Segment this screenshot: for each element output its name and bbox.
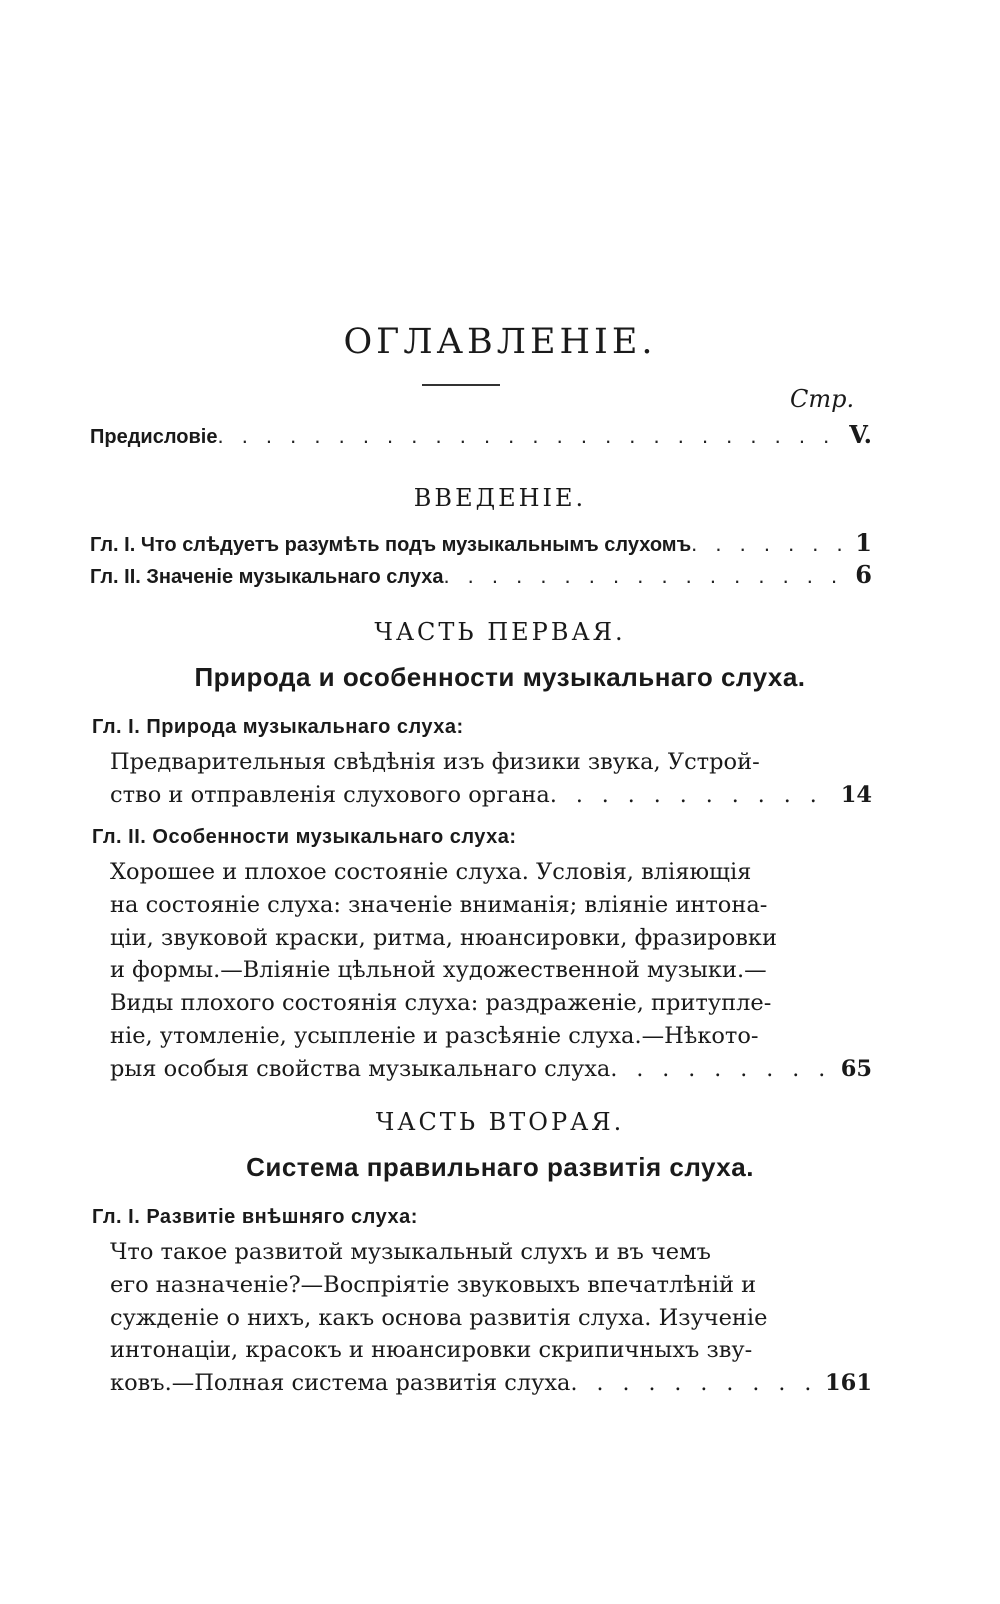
desc-line: интонаціи, красокъ и нюансировки скрипичныхъ зву-	[110, 1337, 753, 1364]
section-heading-intro: ВВЕДЕНІЕ.	[413, 484, 587, 512]
desc-line: ніе, утомленіе, усыпленіе и разсѣяніе слуха.—Нѣкото-	[110, 1022, 759, 1049]
toc-entry-page: V.	[849, 420, 872, 449]
desc-line: Виды плохого состоянія слуха: раздраженіе, притупле-	[110, 990, 772, 1017]
toc-entry-intro-ch2[interactable]	[90, 560, 872, 589]
toc-entry-intro-ch1[interactable]	[90, 528, 872, 557]
toc-entry-part2-ch1[interactable]: Гл. I. Развитіе внѣшняго слуха:	[92, 1206, 418, 1228]
leader-dots	[691, 531, 847, 557]
desc-line: сужденіе о нихъ, какъ основа развитія слуха. Изученіе	[110, 1304, 768, 1331]
desc-line: на состояніе слуха: значеніе вниманія; вліяніе интона-	[110, 891, 768, 918]
page-title: ОГЛАВЛЕНІЕ.	[343, 322, 657, 362]
toc-entry-preface[interactable]	[90, 420, 872, 449]
toc-entry-page: 1	[855, 528, 872, 557]
part1-ch2-description	[110, 856, 872, 1087]
leader-dots	[550, 779, 833, 813]
desc-last-line	[110, 779, 872, 813]
toc-entry-page: 161	[825, 1370, 872, 1397]
section-heading-part2: ЧАСТЬ ВТОРАЯ.	[375, 1108, 625, 1136]
desc-line: ство и отправленія слухового органа	[110, 781, 550, 808]
desc-line: ковъ.—Полная система развитія слуха	[110, 1370, 571, 1397]
toc-entry-page: 6	[855, 560, 872, 589]
part2-ch1-description	[110, 1236, 872, 1401]
part2-title: Система правильнаго развитія слуха.	[246, 1152, 754, 1182]
leader-dots	[610, 1053, 832, 1087]
section-heading-part1: ЧАСТЬ ПЕРВАЯ.	[374, 618, 626, 646]
toc-entry-label: Гл. I. Что слѣдуетъ разумѣть подъ музыкальнымъ слухомъ	[90, 534, 692, 556]
leader-dots	[443, 563, 847, 589]
desc-last-line	[110, 1053, 872, 1087]
desc-line: ціи, звуковой краски, ритма, нюансировки, фразировки	[110, 924, 777, 951]
toc-entry-part1-ch2[interactable]: Гл. II. Особенности музыкальнаго слуха:	[92, 826, 517, 848]
part1-ch1-description	[110, 746, 872, 813]
toc-entry-label: Предисловіе	[90, 426, 218, 448]
title-divider	[422, 384, 500, 386]
leader-dots	[570, 1367, 817, 1401]
leader-dots	[217, 423, 841, 449]
toc-entry-part1-ch1[interactable]: Гл. I. Природа музыкальнаго слуха:	[92, 716, 464, 738]
page-column-label: Стр.	[790, 385, 855, 413]
toc-entry-label: Гл. II. Значеніе музыкальнаго слуха	[90, 566, 444, 588]
part1-title: Природа и особенности музыкальнаго слуха.	[194, 662, 806, 692]
toc-entry-page: 65	[840, 1055, 872, 1082]
desc-line: Хорошее и плохое состояніе слуха. Условія, вліяющія	[110, 859, 752, 885]
desc-last-line	[110, 1367, 872, 1401]
desc-line: Предварительныя свѣдѣнія изъ физики звука, Устрой-	[110, 749, 760, 775]
desc-line: и формы.—Вліяніе цѣльной художественной музыки.—	[110, 957, 767, 984]
desc-line: его назначеніе?—Воспріятіе звуковыхъ впечатлѣній и	[110, 1271, 757, 1298]
desc-line: Что такое развитой музыкальный слухъ и въ чемъ	[110, 1239, 711, 1265]
toc-entry-page: 14	[840, 781, 872, 808]
desc-line: рыя особыя свойства музыкальнаго слуха	[110, 1055, 611, 1082]
